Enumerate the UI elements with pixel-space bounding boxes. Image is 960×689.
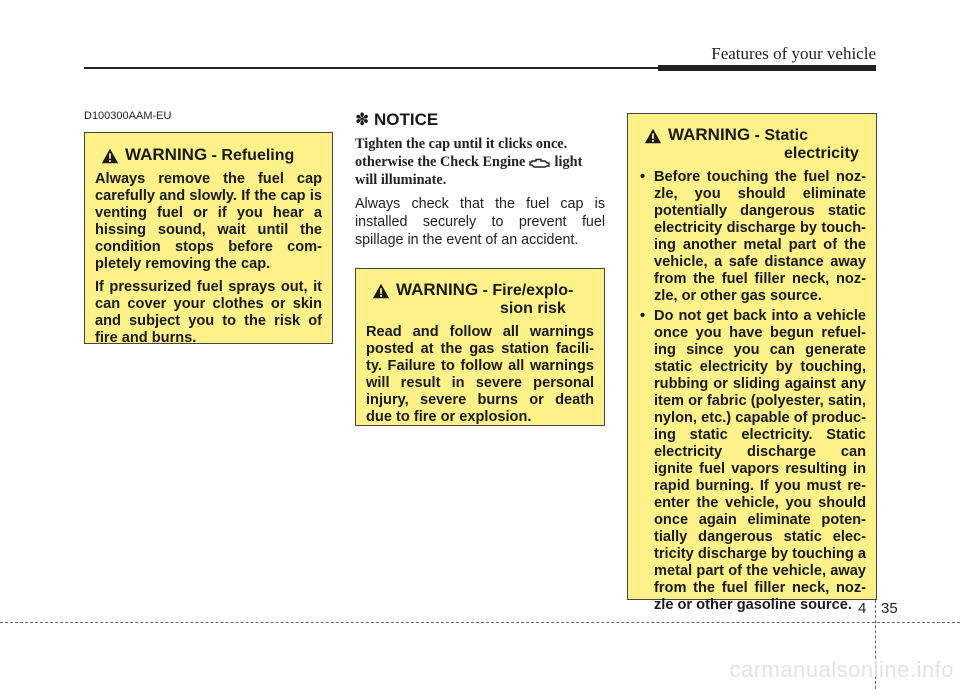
notice-instruction <box>355 135 605 189</box>
warning-fire-heading <box>366 281 594 318</box>
warning-refueling-box <box>84 132 333 344</box>
warning-subject-cont: electricity <box>784 145 859 162</box>
warning-label: WARNING <box>125 145 208 164</box>
list-item: • Before touching the fuel noz-zle, you should eliminate potentially dangerous static electricity discharge by touch-ing another metal part of the vehicle, a safe distance away from the fuel filler neck, noz-zle, or other gas source. <box>638 169 866 305</box>
notice-body: Always check that the fuel cap is installed securely to prevent fuel spillage in the event of an accident. <box>355 196 605 248</box>
warning-triangle-icon <box>101 147 119 165</box>
warning-subject-cont: sion risk <box>500 300 566 317</box>
page-header-title: Features of your vehicle <box>711 44 876 63</box>
watermark: carmanualsonline.info <box>729 657 954 682</box>
warning-triangle-icon <box>644 127 662 145</box>
warning-paragraph: Always remove the fuel cap carefully and slowly. If the cap is venting fuel or if you hear a hissing sound, wait until the condition stops before com-pletely removing the cap. <box>95 171 322 272</box>
warning-refueling-heading <box>95 146 322 165</box>
footer-rule <box>0 622 960 623</box>
warning-static-list <box>638 169 866 614</box>
notice-line-2: light will illuminate. <box>355 154 583 188</box>
warning-paragraph: If pressurized fuel sprays out, it can cover your clothes or skin and subject you to the risk of fire and burns. <box>95 279 322 346</box>
list-item: • Do not get back into a vehicle once you have begun refuel-ing since you can generate static electricity by touching, rubbing or sliding against any item or fabric (polyester, satin, nylon, etc.) capable of produc-ing static electricity. Static electricity discharge can ignite fuel vapors resulting in rapid burning. If you must re-enter the vehicle, you should once again eliminate poten-tially dangerous static elec-tricity discharge by touching a metal part of the vehicle, away from the fuel filler neck, noz-zle or other gasoline source. <box>638 308 866 614</box>
notice-line-1: Tighten the cap until it clicks once. otherwise the Check Engine <box>355 136 568 170</box>
warning-triangle-icon <box>372 282 390 300</box>
warning-label: WARNING <box>668 125 751 144</box>
notice-title: ✽ NOTICE <box>355 110 439 129</box>
warning-static-heading <box>638 126 866 163</box>
header-rule-accent <box>658 65 876 71</box>
warning-static-box <box>627 113 877 613</box>
check-engine-icon <box>529 158 551 168</box>
warning-label: WARNING <box>396 280 479 299</box>
section-code: D100300AAM-EU <box>84 110 172 122</box>
warning-subject: - Static <box>750 127 808 144</box>
warning-subject: - Fire/explo- <box>478 282 574 299</box>
warning-subject: - Refueling <box>207 147 295 164</box>
warning-paragraph: Read and follow all warnings posted at the gas station facili-ty. Failure to follow all warnings will result in severe personal injury, severe burns or death due to fire or explosion. <box>366 324 594 425</box>
page-number: 35 <box>881 600 898 617</box>
chapter-number: 4 <box>858 600 867 617</box>
warning-fire-box <box>355 268 605 426</box>
